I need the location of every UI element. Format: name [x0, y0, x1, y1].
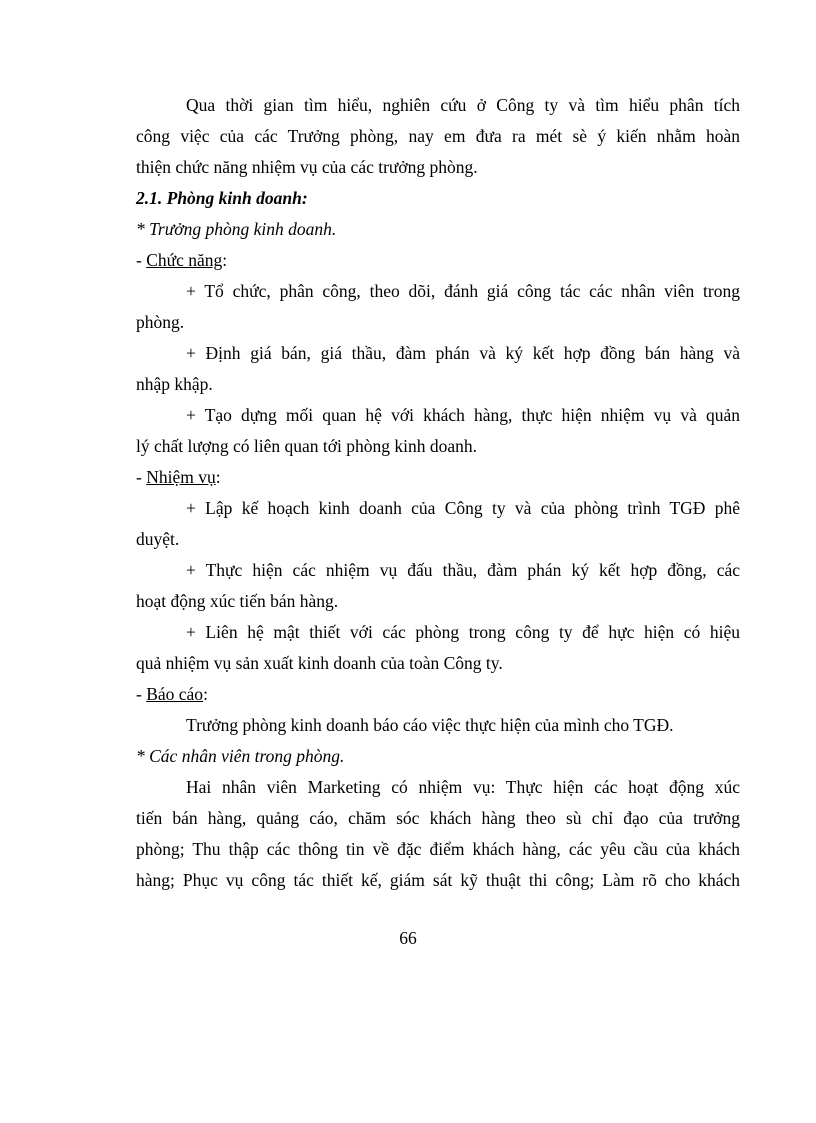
text-line: + Lập kế hoạch kinh doanh của Công ty và của phòng trình TGĐ phê	[186, 498, 740, 518]
label-line	[136, 679, 740, 710]
text-line: lý chất lượng có liên quan tới phòng kinh doanh.	[136, 436, 477, 456]
text-line: quả nhiệm vụ sản xuất kinh doanh của toàn Công ty.	[136, 653, 503, 673]
text-line: tiến bán hàng, quảng cáo, chăm sóc khách hàng theo sù chỉ đạo của trưởng	[136, 808, 740, 828]
text-line: + Định giá bán, giá thầu, đàm phán và ký kết hợp đồng bán hàng và	[186, 343, 740, 363]
function-item	[136, 400, 740, 462]
report-text: Trưởng phòng kinh doanh báo cáo việc thực hiện của mình cho TGĐ.	[186, 715, 674, 735]
section-heading: 2.1. Phòng kinh doanh:	[136, 188, 308, 208]
duties-label: Nhiệm vụ	[146, 467, 216, 487]
text-line: Hai nhân viên Marketing có nhiệm vụ: Thực hiện các hoạt động xúc	[186, 777, 740, 797]
page-number: 66	[399, 928, 417, 948]
label-line	[136, 462, 740, 493]
report-label: Báo cáo	[146, 684, 204, 704]
text-line: + Tạo dựng mối quan hệ với khách hàng, thực hiện nhiệm vụ và quản	[186, 405, 740, 425]
text-line: Qua thời gian tìm hiểu, nghiên cứu ở Công ty và tìm hiểu phân tích	[186, 95, 740, 115]
text-line: + Liên hệ mật thiết với các phòng trong công ty để hực hiện có hiệu	[186, 622, 740, 642]
text-line: thiện chức năng nhiệm vụ của các trưởng phòng.	[136, 157, 478, 177]
label-suffix: :	[215, 467, 221, 487]
text-line: + Tổ chức, phân công, theo dõi, đánh giá công tác các nhân viên trong	[186, 281, 740, 301]
label-prefix: -	[136, 250, 147, 270]
subsection-heading: * Trưởng phòng kinh doanh.	[136, 219, 337, 239]
text-line: phòng.	[136, 312, 185, 332]
label-suffix: :	[222, 250, 228, 270]
function-item	[136, 276, 740, 338]
function-item	[136, 338, 740, 400]
duty-item	[136, 555, 740, 617]
text-line: nhập khập.	[136, 374, 213, 394]
duty-item	[136, 493, 740, 555]
label-line	[136, 245, 740, 276]
subsection-heading: * Các nhân viên trong phòng.	[136, 746, 345, 766]
duty-item	[136, 617, 740, 679]
text-line: hàng; Phục vụ công tác thiết kế, giám sát kỹ thuật thi công; Làm rõ cho khách	[136, 870, 740, 890]
intro-paragraph	[136, 90, 740, 183]
staff-paragraph	[136, 772, 740, 896]
label-suffix: :	[203, 684, 208, 704]
text-line: duyệt.	[136, 529, 180, 549]
label-prefix: -	[136, 684, 147, 704]
text-line: + Thực hiện các nhiệm vụ đấu thầu, đàm phán ký kết hợp đồng, các	[186, 560, 740, 580]
text-line: phòng; Thu thập các thông tin về đặc điểm khách hàng, các yêu cầu của khách	[136, 839, 740, 859]
label-prefix: -	[136, 467, 147, 487]
text-line: hoạt động xúc tiến bán hàng.	[136, 591, 339, 611]
document-page	[136, 90, 740, 896]
functions-label: Chức năng	[146, 250, 223, 270]
text-line: công việc của các Trưởng phòng, nay em đưa ra mét sè ý kiến nhằm hoàn	[136, 126, 740, 146]
